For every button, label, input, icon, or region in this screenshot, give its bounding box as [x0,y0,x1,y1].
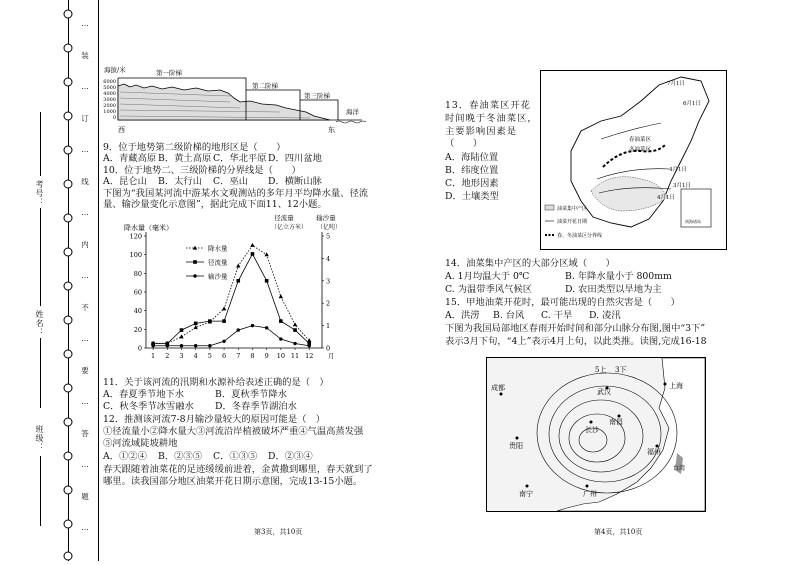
series-line-2 [153,326,309,346]
legend-boundary: 春、冬油菜区分界线 [557,233,603,239]
q15-option-b[interactable]: B. 台风 [493,310,525,321]
q14-option-c[interactable]: C. 为温带季风气候区 [445,284,533,295]
x-tick-label: 6 [221,352,227,360]
q12-option-a[interactable]: A．①②④ [103,451,147,462]
data-point-runoff [265,279,269,283]
y-left-tick-label: 0 [137,344,142,353]
q9-options [103,153,323,164]
x-tick-label: 9 [264,352,269,360]
date-label-mar1: 3月1日 [673,183,691,189]
east-label: 东 [328,126,335,134]
intro-16-18-line1: 下图为我国局部地区春雨开始时间和部分山脉分布图,图中“3下” [445,323,706,334]
data-point-precip [179,334,183,338]
y-right-tick-label: 4 [326,254,331,263]
data-point-runoff [208,319,212,323]
q9-stem: 9．位于地势第二级阶梯的地形区是（ ） [103,142,286,153]
svg-text:6000: 6000 [103,79,116,85]
data-point-sediment [151,344,154,347]
legend-label-0: 降水量 [208,244,228,253]
y-left-tick-label: 20 [133,325,142,334]
city-changsha: 长沙 [585,426,599,434]
q9-option-c[interactable]: C．华北平原 [213,153,267,164]
x-tick-label: 4 [193,352,198,360]
date-label-apr1-b: 4月1日 [657,195,675,201]
svg-text:4000: 4000 [103,91,116,97]
svg-text:0: 0 [112,115,116,121]
x-tick-label: 7 [236,352,241,360]
seal-text: … 装 … 订 … 线 … 内 … 不 … 要 … 答 … 题 … [81,19,89,532]
step1-label: 第一阶梯 [156,69,182,77]
q10-option-d[interactable]: D．横断山脉 [268,176,322,187]
q13-stem-3: 主要影响因素是 [445,126,518,137]
x-tick-label: 12 [305,352,314,360]
data-point-runoff [279,319,283,323]
city-shanghai: 上海 [669,382,683,390]
x-tick-label: 11 [290,352,300,360]
y-right-tick-label: 1 [326,322,331,331]
data-point-runoff [251,252,255,256]
isoline-5up: 5上 [595,366,607,374]
ylabel-right2-unit: （亿吨） [317,224,342,231]
q13-stem-1: 13．春油菜区开花 [445,100,531,111]
q13-stem-4: （ ） [445,138,483,149]
q10-option-a[interactable]: A．昆仑山 [103,176,147,187]
x-tick-label: 8 [250,352,255,360]
q14-option-d[interactable]: D. 农田类型以旱地为主 [565,284,662,295]
class-line [40,456,41,526]
q11-options-row1 [103,389,327,400]
intro-11-12-line1: 下图为“我国某河流中游某水文观测站的多年月平均降水量、径流 [103,188,369,199]
q10-options [103,176,323,187]
binding-circles [63,0,73,561]
q12-option-c[interactable]: C．①③⑤ [213,451,258,462]
intro-13-15-line1: 春天跟随着油菜花的足迹缓缓前进着，金黄撒到哪里，春天就到了 [103,464,373,475]
y-right-tick-label: 5 [326,232,331,241]
legend-label-2: 输沙量 [208,272,228,281]
y-left-tick-label: 100 [129,251,142,260]
name-line-2 [40,338,41,408]
x-tick-label: 10 [276,352,285,360]
intro-11-12-line2: 量、输沙量变化示意图”，据此完成下面11、12小题。 [103,199,327,210]
data-point-sediment [293,342,296,345]
y-left-tick-label: 40 [133,307,142,316]
q11-stem: 11．关于该河流的汛期和水源补给表述正确的是（ ） [103,377,329,388]
west-label: 西 [118,126,125,134]
q14-option-a[interactable]: A. 1月均温大于 0℃ [445,271,530,282]
q9-option-d[interactable]: D．四川盆地 [268,153,322,164]
q10-stem: 10．位于地势二、三级阶梯的分界线是（ ） [103,165,301,176]
q13-option-c[interactable]: C．地形因素 [445,178,499,189]
q15-options [445,310,637,321]
ylabel-right1-a: 径流量 [274,214,294,222]
svg-text:3000: 3000 [103,97,116,103]
data-point-precip [222,306,226,310]
rapeseed-map [540,70,727,250]
data-point-runoff [293,328,297,332]
legend-label-1: 径流量 [208,258,228,267]
date-label-apr1: 4月1日 [669,167,687,173]
data-point-runoff [222,319,226,323]
city-wuhan: 武汉 [597,388,611,396]
q15-option-d[interactable]: D. 凌汛 [589,310,621,321]
exam-no-line-2 [40,208,41,268]
ocean-label: 海洋 [346,108,359,116]
q11-option-b[interactable]: B．夏秋季节降水 [215,389,287,400]
y-right-tick-label: 0 [326,344,331,353]
x-tick-label: 1 [151,352,156,360]
q13-option-b[interactable]: B．纬度位置 [445,165,499,176]
intro-13-15-line2: 哪里。读我国部分地区油菜开花日期示意图，完成13-15小题。 [103,476,363,487]
q12-cond-2: ⑤河流域陡坡耕地 [103,438,178,449]
city-fuzhou: 福州 [647,448,661,456]
q12-option-d[interactable]: D．②③④ [268,451,313,462]
city-nanchang: 南昌 [609,418,623,426]
q12-stem: 12．推测该河流7-8月输沙量较大的原因可能是（ ） [103,414,326,425]
data-point-precip [279,294,283,298]
data-point-sediment [166,344,169,347]
ylabel-left: 降水量（毫米） [124,224,173,232]
name-label: 姓名： [35,310,44,337]
q12-option-b[interactable]: B．②③⑤ [158,451,203,462]
data-point-sediment [251,324,254,327]
city-chengdu: 成都 [491,384,505,392]
step2-label: 第二阶梯 [252,82,278,90]
svg-text:5000: 5000 [103,85,116,91]
q9-option-b[interactable]: B．黄土高原 [158,153,212,164]
y-right-tick-label: 2 [326,299,331,308]
isoline-3down: 3下 [615,366,627,374]
series-line-1 [153,254,309,344]
taiwan-label: 台湾 [673,465,686,472]
y-left-tick-label: 60 [133,288,142,297]
city-nanning: 南宁 [519,490,533,498]
data-point-runoff [180,328,184,332]
data-point-sediment [180,344,183,347]
data-point-sediment [208,344,211,347]
terrain-ylabel: 海拔/米 [104,66,126,74]
data-point-sediment [308,344,311,347]
q15-stem: 15．甲地油菜开花时，最可能出现的自然灾害是（ ） [445,297,680,308]
exam-no-label: 考号： [35,180,44,207]
data-point-sediment [194,344,197,347]
ylabel-right2-a: 输沙量 [316,214,336,222]
q13-stem-2: 时间晚于冬油菜区， [445,113,538,124]
terrain-profile [118,84,330,120]
q10-option-c[interactable]: C．巫山 [213,176,249,187]
date-label-jun1: 6月1日 [683,101,701,107]
spring-rain-map [486,357,706,512]
q11-option-c[interactable]: C．秋冬季节冰雪融水 [103,401,194,412]
q10-option-b[interactable]: B．太行山 [158,176,203,187]
data-point-precip [264,252,268,256]
ylabel-right1-unit: （亿立方米） [271,224,308,231]
y-left-tick-label: 80 [133,269,142,278]
data-point-runoff [194,322,198,326]
q15-option-c[interactable]: C. 干旱 [541,310,573,321]
q13-option-d[interactable]: D．土壤类型 [445,191,499,202]
q14-option-b[interactable]: B. 年降水量小于 800mm [565,271,672,282]
hydrology-chart [100,212,350,367]
svg-text:2000: 2000 [103,103,116,109]
q13-option-a[interactable]: A．海陆位置 [445,152,499,163]
legend-marker [193,260,197,264]
x-tick-label: 3 [179,352,184,360]
data-point-precip [236,263,240,267]
spring-area-label: 春油菜区 [629,137,652,143]
exam-no-line [40,112,41,176]
data-point-runoff [236,279,240,283]
q15-option-a[interactable]: A．洪涝 [445,310,480,321]
y-left-tick-label: 120 [129,232,142,241]
date-label-jul1: 7月1日 [667,81,685,87]
data-point-precip [250,243,254,247]
q11-option-d[interactable]: D．冬春季节湖泊水 [215,401,297,412]
y-right-tick-label: 3 [326,277,331,286]
x-tick-label: 5 [207,352,212,360]
inset-label: 南海诸岛 [685,219,701,224]
data-point-sediment [237,328,240,331]
q9-option-a[interactable]: A．青藏高原 [103,153,157,164]
x-axis-label: 月 [328,352,335,360]
q14-stem: 14．油菜集中产区的大部分区域（ ） [445,258,615,269]
q12-options [103,451,323,462]
q12-cond-1: ①径流量小②降水量大③河流沿岸植被破坏严重④气温高蒸发强 [103,426,364,437]
footer-right: 第4页，共10页 [594,528,643,536]
step3-label: 第三阶梯 [304,92,330,100]
class-label: 班级： [35,425,44,452]
winter-area-label: 冬油菜区 [629,147,652,153]
x-tick-label: 2 [165,352,170,360]
data-point-precip [293,322,297,326]
data-point-sediment [265,326,268,329]
q11-options-row2 [103,401,327,412]
city-guiyang: 贵阳 [509,442,523,450]
footer-left: 第3页，共10页 [254,528,303,536]
terrain-profile-figure [100,60,380,140]
svg-text:1000: 1000 [103,109,116,115]
legend-production: 油菜集中产区 [557,206,588,212]
q11-option-a[interactable]: A．春夏季节地下水 [103,389,185,400]
intro-16-18-line2: 表示3月下旬，“4上”表示4月上旬，以此类推。读图,完成16-18 [445,336,707,347]
legend-date: 油菜开花日期 [557,219,588,225]
name-line [40,268,41,306]
binding-line-inner [98,0,99,561]
data-point-sediment [279,337,282,340]
city-guangzhou: 广州 [583,490,597,498]
legend-marker [193,274,196,277]
series-line-0 [153,245,309,343]
data-point-sediment [222,340,225,343]
